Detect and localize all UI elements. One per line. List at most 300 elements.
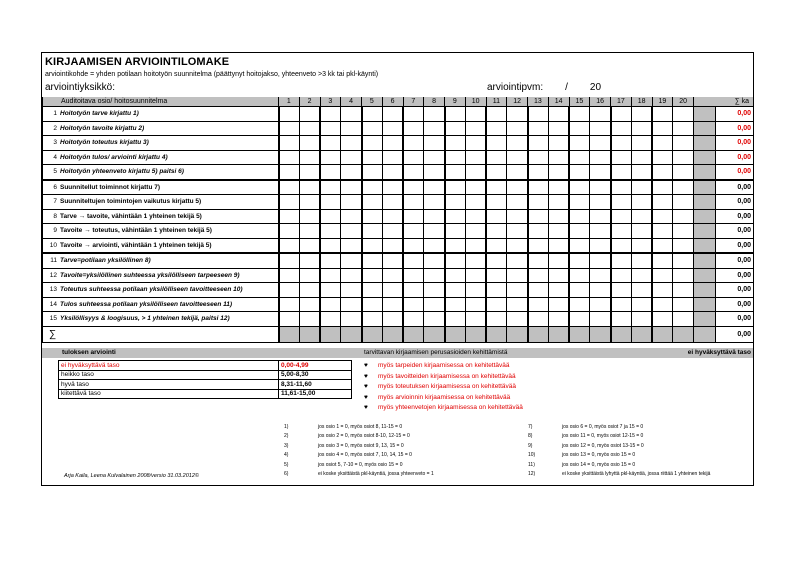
score-cell[interactable] [611,107,632,122]
score-cell[interactable] [403,195,424,210]
score-cell[interactable] [403,268,424,283]
score-cell[interactable] [631,180,652,195]
score-cell[interactable] [403,107,424,122]
score-cell[interactable] [320,253,341,268]
score-cell[interactable] [279,195,300,210]
score-cell[interactable] [652,253,673,268]
score-cell[interactable] [320,150,341,165]
score-cell[interactable] [486,195,507,210]
score-cell[interactable] [445,238,466,253]
score-cell[interactable] [382,312,403,327]
score-cell[interactable] [652,180,673,195]
score-cell[interactable] [299,165,320,180]
score-cell[interactable] [590,165,611,180]
score-cell[interactable] [362,107,383,122]
score-cell[interactable] [507,238,528,253]
score-cell[interactable] [507,195,528,210]
score-cell[interactable] [341,312,362,327]
score-cell[interactable] [528,268,549,283]
score-cell[interactable] [548,283,569,298]
score-cell[interactable] [631,253,652,268]
score-cell[interactable] [631,283,652,298]
score-cell[interactable] [611,238,632,253]
score-cell[interactable] [279,312,300,327]
score-cell[interactable] [590,121,611,136]
score-cell[interactable] [424,253,445,268]
score-cell[interactable] [465,253,486,268]
score-cell[interactable] [507,283,528,298]
score-cell[interactable] [569,195,590,210]
score-cell[interactable] [673,253,694,268]
score-cell[interactable] [507,180,528,195]
score-cell[interactable] [569,297,590,312]
score-cell[interactable] [465,136,486,151]
score-cell[interactable] [362,297,383,312]
score-cell[interactable] [548,312,569,327]
score-cell[interactable] [465,107,486,122]
score-cell[interactable] [382,253,403,268]
score-cell[interactable] [673,121,694,136]
score-cell[interactable] [590,224,611,239]
score-cell[interactable] [611,150,632,165]
score-cell[interactable] [548,209,569,224]
score-cell[interactable] [382,297,403,312]
score-cell[interactable] [611,209,632,224]
score-cell[interactable] [652,150,673,165]
score-cell[interactable] [403,209,424,224]
score-cell[interactable] [445,107,466,122]
score-cell[interactable] [548,195,569,210]
score-cell[interactable] [631,238,652,253]
score-cell[interactable] [631,195,652,210]
score-cell[interactable] [465,283,486,298]
score-cell[interactable] [465,121,486,136]
score-cell[interactable] [279,121,300,136]
score-cell[interactable] [299,121,320,136]
score-cell[interactable] [611,312,632,327]
score-cell[interactable] [320,297,341,312]
score-cell[interactable] [528,180,549,195]
score-cell[interactable] [486,283,507,298]
score-cell[interactable] [569,268,590,283]
score-cell[interactable] [652,209,673,224]
score-cell[interactable] [299,209,320,224]
score-cell[interactable] [673,268,694,283]
score-cell[interactable] [590,180,611,195]
score-cell[interactable] [341,224,362,239]
score-cell[interactable] [631,297,652,312]
score-cell[interactable] [631,312,652,327]
score-cell[interactable] [299,253,320,268]
score-cell[interactable] [652,238,673,253]
score-cell[interactable] [445,136,466,151]
score-cell[interactable] [465,224,486,239]
score-cell[interactable] [652,165,673,180]
score-cell[interactable] [424,150,445,165]
score-cell[interactable] [279,165,300,180]
score-cell[interactable] [320,283,341,298]
score-cell[interactable] [424,195,445,210]
score-cell[interactable] [569,253,590,268]
score-cell[interactable] [362,224,383,239]
score-cell[interactable] [611,253,632,268]
score-cell[interactable] [299,195,320,210]
score-cell[interactable] [424,268,445,283]
score-cell[interactable] [424,136,445,151]
score-cell[interactable] [507,107,528,122]
score-cell[interactable] [486,121,507,136]
score-cell[interactable] [673,180,694,195]
score-cell[interactable] [528,283,549,298]
score-cell[interactable] [424,107,445,122]
score-cell[interactable] [673,195,694,210]
score-cell[interactable] [652,195,673,210]
score-cell[interactable] [341,107,362,122]
score-cell[interactable] [362,150,383,165]
score-cell[interactable] [569,209,590,224]
score-cell[interactable] [403,165,424,180]
score-cell[interactable] [279,150,300,165]
score-cell[interactable] [465,312,486,327]
score-cell[interactable] [548,136,569,151]
score-cell[interactable] [445,253,466,268]
score-cell[interactable] [631,224,652,239]
score-cell[interactable] [652,224,673,239]
score-cell[interactable] [486,238,507,253]
score-cell[interactable] [279,209,300,224]
score-cell[interactable] [299,136,320,151]
score-cell[interactable] [382,121,403,136]
score-cell[interactable] [673,238,694,253]
score-cell[interactable] [424,165,445,180]
score-cell[interactable] [341,297,362,312]
score-cell[interactable] [279,268,300,283]
score-cell[interactable] [528,150,549,165]
score-cell[interactable] [362,253,383,268]
score-cell[interactable] [631,136,652,151]
score-cell[interactable] [424,209,445,224]
score-cell[interactable] [507,150,528,165]
score-cell[interactable] [424,238,445,253]
score-cell[interactable] [341,238,362,253]
score-cell[interactable] [465,195,486,210]
score-cell[interactable] [279,136,300,151]
score-cell[interactable] [362,195,383,210]
score-cell[interactable] [320,238,341,253]
score-cell[interactable] [299,297,320,312]
score-cell[interactable] [528,253,549,268]
score-cell[interactable] [299,238,320,253]
score-cell[interactable] [486,224,507,239]
score-cell[interactable] [611,180,632,195]
score-cell[interactable] [341,165,362,180]
score-cell[interactable] [590,107,611,122]
score-cell[interactable] [320,121,341,136]
score-cell[interactable] [320,180,341,195]
score-cell[interactable] [486,107,507,122]
score-cell[interactable] [486,180,507,195]
score-cell[interactable] [465,150,486,165]
score-cell[interactable] [673,312,694,327]
score-cell[interactable] [590,268,611,283]
score-cell[interactable] [507,224,528,239]
score-cell[interactable] [382,224,403,239]
score-cell[interactable] [652,268,673,283]
score-cell[interactable] [403,312,424,327]
score-cell[interactable] [486,136,507,151]
score-cell[interactable] [362,312,383,327]
score-cell[interactable] [362,136,383,151]
score-cell[interactable] [362,238,383,253]
score-cell[interactable] [590,283,611,298]
score-cell[interactable] [403,224,424,239]
score-cell[interactable] [528,297,549,312]
score-cell[interactable] [362,283,383,298]
score-cell[interactable] [673,209,694,224]
score-cell[interactable] [569,136,590,151]
score-cell[interactable] [611,297,632,312]
score-cell[interactable] [673,283,694,298]
score-cell[interactable] [403,180,424,195]
score-cell[interactable] [341,195,362,210]
score-cell[interactable] [569,121,590,136]
score-cell[interactable] [548,238,569,253]
score-cell[interactable] [445,180,466,195]
score-cell[interactable] [424,121,445,136]
score-cell[interactable] [486,150,507,165]
score-cell[interactable] [569,312,590,327]
score-cell[interactable] [424,297,445,312]
score-cell[interactable] [611,268,632,283]
score-cell[interactable] [362,180,383,195]
score-cell[interactable] [382,136,403,151]
score-cell[interactable] [548,121,569,136]
score-cell[interactable] [611,165,632,180]
score-cell[interactable] [403,283,424,298]
score-cell[interactable] [673,150,694,165]
score-cell[interactable] [631,121,652,136]
score-cell[interactable] [673,297,694,312]
score-cell[interactable] [299,224,320,239]
score-cell[interactable] [424,283,445,298]
score-cell[interactable] [569,238,590,253]
score-cell[interactable] [507,136,528,151]
score-cell[interactable] [362,121,383,136]
score-cell[interactable] [590,312,611,327]
score-cell[interactable] [507,297,528,312]
score-cell[interactable] [548,253,569,268]
score-cell[interactable] [528,121,549,136]
score-cell[interactable] [299,180,320,195]
score-cell[interactable] [590,238,611,253]
score-cell[interactable] [507,312,528,327]
score-cell[interactable] [528,107,549,122]
score-cell[interactable] [424,312,445,327]
score-cell[interactable] [507,165,528,180]
score-cell[interactable] [528,195,549,210]
score-cell[interactable] [299,107,320,122]
score-cell[interactable] [320,136,341,151]
score-cell[interactable] [486,165,507,180]
score-cell[interactable] [486,297,507,312]
score-cell[interactable] [362,268,383,283]
score-cell[interactable] [403,238,424,253]
score-cell[interactable] [528,165,549,180]
score-cell[interactable] [673,224,694,239]
score-cell[interactable] [631,165,652,180]
score-cell[interactable] [590,297,611,312]
score-cell[interactable] [548,165,569,180]
score-cell[interactable] [652,283,673,298]
score-cell[interactable] [445,121,466,136]
score-cell[interactable] [486,312,507,327]
score-cell[interactable] [465,268,486,283]
score-cell[interactable] [320,107,341,122]
score-cell[interactable] [652,107,673,122]
score-cell[interactable] [528,238,549,253]
score-cell[interactable] [320,312,341,327]
score-cell[interactable] [652,121,673,136]
score-cell[interactable] [611,224,632,239]
score-cell[interactable] [590,209,611,224]
score-cell[interactable] [590,253,611,268]
score-cell[interactable] [362,209,383,224]
score-cell[interactable] [320,224,341,239]
score-cell[interactable] [320,209,341,224]
score-cell[interactable] [445,165,466,180]
score-cell[interactable] [590,150,611,165]
score-cell[interactable] [528,136,549,151]
score-cell[interactable] [341,253,362,268]
score-cell[interactable] [631,150,652,165]
score-cell[interactable] [569,107,590,122]
score-cell[interactable] [382,268,403,283]
score-cell[interactable] [569,150,590,165]
score-cell[interactable] [279,224,300,239]
score-cell[interactable] [569,224,590,239]
score-cell[interactable] [445,312,466,327]
score-cell[interactable] [590,195,611,210]
score-cell[interactable] [673,165,694,180]
score-cell[interactable] [299,268,320,283]
score-cell[interactable] [320,195,341,210]
score-cell[interactable] [279,297,300,312]
score-cell[interactable] [528,224,549,239]
score-cell[interactable] [631,268,652,283]
score-cell[interactable] [465,297,486,312]
score-cell[interactable] [341,121,362,136]
score-cell[interactable] [507,121,528,136]
score-cell[interactable] [279,283,300,298]
score-cell[interactable] [382,195,403,210]
score-cell[interactable] [299,312,320,327]
score-cell[interactable] [507,268,528,283]
score-cell[interactable] [548,107,569,122]
score-cell[interactable] [341,180,362,195]
score-cell[interactable] [299,283,320,298]
score-cell[interactable] [465,180,486,195]
score-cell[interactable] [631,107,652,122]
score-cell[interactable] [507,209,528,224]
score-cell[interactable] [445,224,466,239]
score-cell[interactable] [279,238,300,253]
score-cell[interactable] [548,224,569,239]
score-cell[interactable] [673,136,694,151]
score-cell[interactable] [611,136,632,151]
score-cell[interactable] [548,268,569,283]
score-cell[interactable] [590,136,611,151]
score-cell[interactable] [465,165,486,180]
score-cell[interactable] [382,209,403,224]
score-cell[interactable] [279,253,300,268]
score-cell[interactable] [445,195,466,210]
score-cell[interactable] [569,283,590,298]
score-cell[interactable] [673,107,694,122]
score-cell[interactable] [445,268,466,283]
score-cell[interactable] [403,297,424,312]
score-cell[interactable] [279,107,300,122]
score-cell[interactable] [611,195,632,210]
score-cell[interactable] [320,268,341,283]
score-cell[interactable] [382,107,403,122]
score-cell[interactable] [445,283,466,298]
score-cell[interactable] [320,165,341,180]
score-cell[interactable] [382,283,403,298]
score-cell[interactable] [652,312,673,327]
score-cell[interactable] [445,150,466,165]
score-cell[interactable] [631,209,652,224]
score-cell[interactable] [611,121,632,136]
score-cell[interactable] [403,121,424,136]
score-cell[interactable] [548,297,569,312]
score-cell[interactable] [341,209,362,224]
score-cell[interactable] [548,150,569,165]
score-cell[interactable] [382,150,403,165]
score-cell[interactable] [341,150,362,165]
score-cell[interactable] [486,268,507,283]
score-cell[interactable] [486,209,507,224]
score-cell[interactable] [548,180,569,195]
score-cell[interactable] [403,253,424,268]
score-cell[interactable] [403,136,424,151]
score-cell[interactable] [569,165,590,180]
score-cell[interactable] [362,165,383,180]
score-cell[interactable] [652,297,673,312]
score-cell[interactable] [465,238,486,253]
score-cell[interactable] [569,180,590,195]
score-cell[interactable] [424,224,445,239]
score-cell[interactable] [382,165,403,180]
score-cell[interactable] [424,180,445,195]
score-cell[interactable] [528,312,549,327]
score-cell[interactable] [279,180,300,195]
score-cell[interactable] [507,253,528,268]
score-cell[interactable] [445,297,466,312]
score-cell[interactable] [403,150,424,165]
score-cell[interactable] [611,283,632,298]
score-cell[interactable] [341,268,362,283]
score-cell[interactable] [299,150,320,165]
score-cell[interactable] [382,238,403,253]
score-cell[interactable] [341,283,362,298]
score-cell[interactable] [465,209,486,224]
score-cell[interactable] [341,136,362,151]
score-cell[interactable] [652,136,673,151]
score-cell[interactable] [528,209,549,224]
score-cell[interactable] [445,209,466,224]
score-cell[interactable] [486,253,507,268]
score-cell[interactable] [382,180,403,195]
